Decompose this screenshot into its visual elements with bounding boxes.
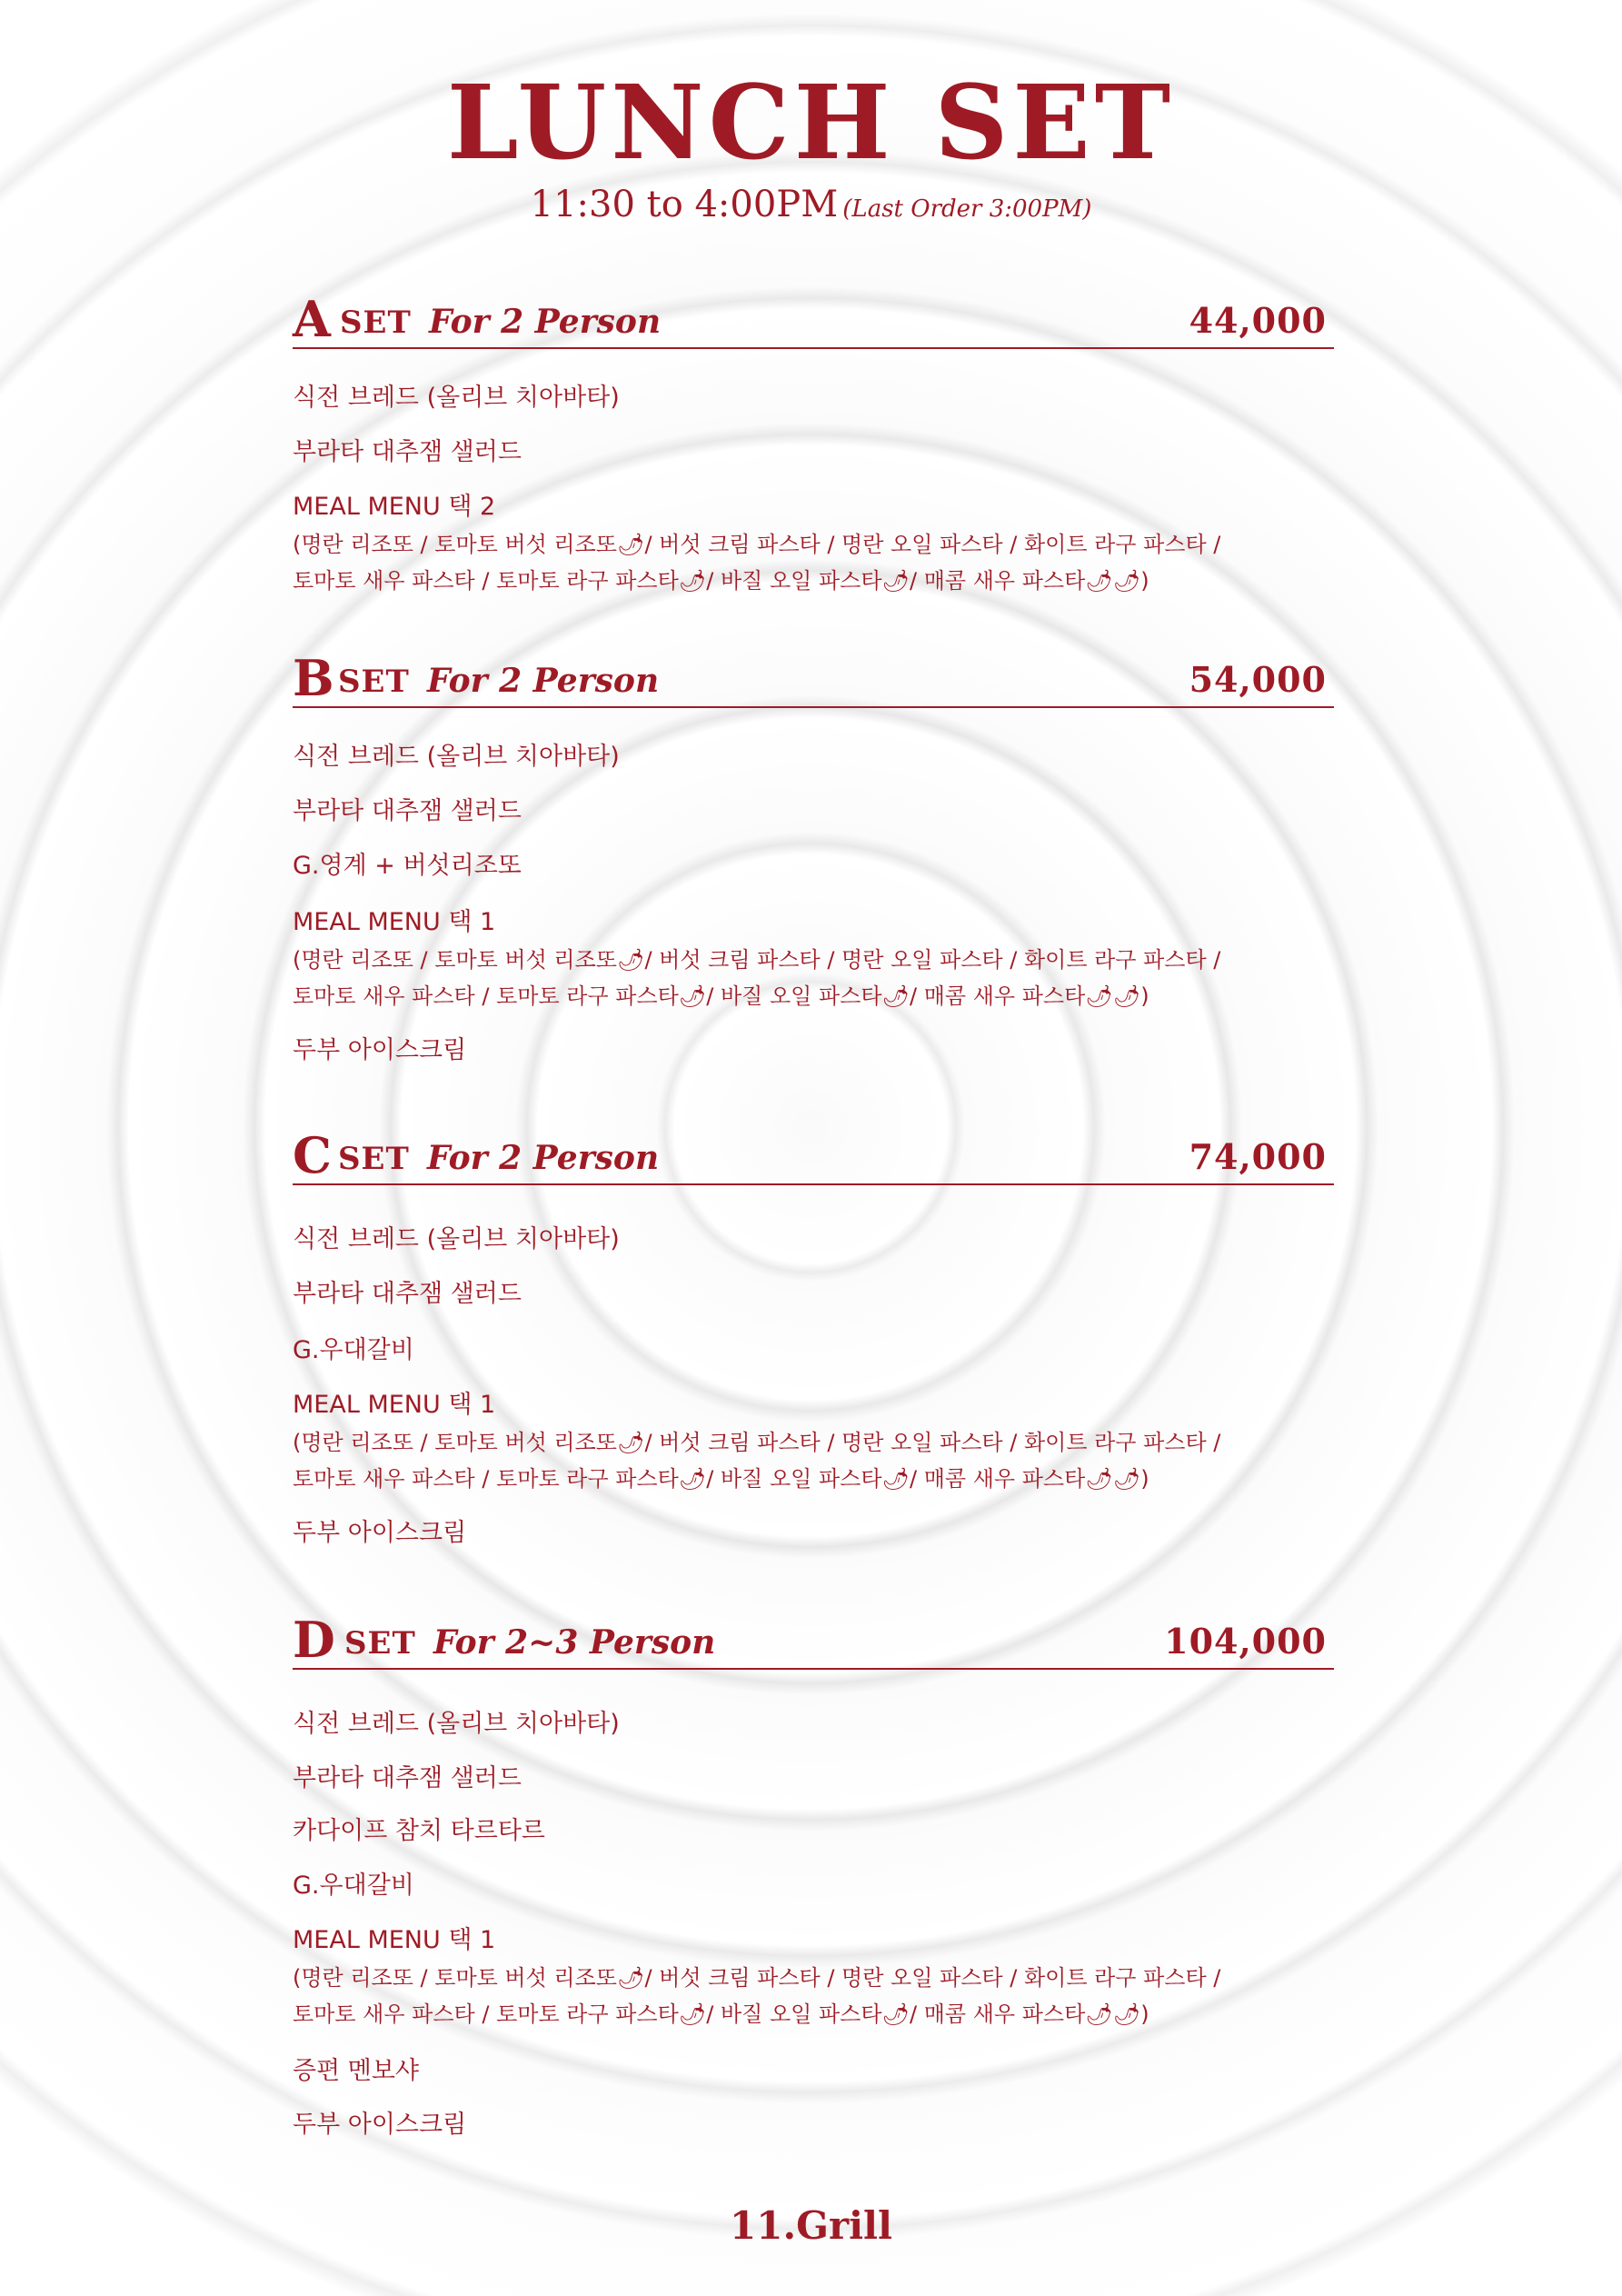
set-letter: A xyxy=(293,290,331,348)
meal-options-line: (명란 리조또 / 토마토 버섯 리조또🌶/ 버섯 크림 파스타 / 명란 오일 파스타 / 화이트 라구 파스타 / xyxy=(293,532,1221,557)
meal-options-line: (명란 리조또 / 토마토 버섯 리조또🌶/ 버섯 크림 파스타 / 명란 오일 파스타 / 화이트 라구 파스타 / xyxy=(293,1965,1221,1991)
menu-item-bread: 식전 브레드 (올리브 치아바타) xyxy=(293,384,620,412)
set-persons: For 2 Person xyxy=(429,303,662,341)
set-price: 74,000 xyxy=(1189,1136,1327,1177)
meal-menu-title: MEAL MENU 택 1 xyxy=(293,1926,496,1954)
meal-options-line: 토마토 새우 파스타 / 토마토 라구 파스타🌶/ 바질 오일 파스타🌶/ 매콤 새우 파스타🌶🌶) xyxy=(293,1466,1149,1492)
set-label: SET xyxy=(340,304,412,341)
set-header xyxy=(293,1612,1334,1670)
menu-item-dessert: 두부 아이스크림 xyxy=(293,1519,467,1547)
set-header xyxy=(293,291,1334,349)
page-title: LUNCH SET xyxy=(446,64,1176,183)
menu-item-tartare: 카다이프 참치 타르타르 xyxy=(293,1817,545,1845)
set-letter: C xyxy=(293,1126,332,1184)
set-header xyxy=(293,650,1334,708)
set-persons: For 2 Person xyxy=(427,1139,660,1177)
menu-item-main: G.우대갈비 xyxy=(293,1336,414,1364)
menu-item-bread: 식전 브레드 (올리브 치아바타) xyxy=(293,1710,620,1738)
set-letter: B xyxy=(293,649,334,707)
menu-item-main: G.우대갈비 xyxy=(293,1872,414,1900)
menu-item-bread: 식전 브레드 (올리브 치아바타) xyxy=(293,743,620,771)
set-price: 104,000 xyxy=(1164,1621,1327,1662)
set-a xyxy=(293,290,1334,594)
menu-item-dessert: 두부 아이스크림 xyxy=(293,2111,467,2139)
set-label: SET xyxy=(344,1625,416,1662)
hours-range: 11:30 to 4:00PM xyxy=(530,184,839,225)
meal-options-line: 토마토 새우 파스타 / 토마토 라구 파스타🌶/ 바질 오일 파스타🌶/ 매콤 새우 파스타🌶🌶) xyxy=(293,568,1149,594)
set-c xyxy=(293,1126,1334,1547)
meal-options-line: (명란 리조또 / 토마토 버섯 리조또🌶/ 버섯 크림 파스타 / 명란 오일 파스타 / 화이트 라구 파스타 / xyxy=(293,1430,1221,1455)
menu-item-side: 증편 멘보샤 xyxy=(293,2057,419,2085)
restaurant-logo-text: 11.Grill xyxy=(730,2203,892,2248)
opening-hours xyxy=(0,186,1622,223)
set-b xyxy=(293,649,1334,1064)
menu-item-salad: 부라타 대추잼 샐러드 xyxy=(293,1280,522,1308)
last-order-note: (Last Order 3:00PM) xyxy=(842,195,1092,223)
menu-item-salad: 부라타 대추잼 샐러드 xyxy=(293,438,522,466)
menu-item-salad: 부라타 대추잼 샐러드 xyxy=(293,797,522,825)
set-persons: For 2 Person xyxy=(427,662,660,700)
set-header xyxy=(293,1127,1334,1185)
set-letter: D xyxy=(293,1611,335,1669)
set-persons: For 2~3 Person xyxy=(433,1623,716,1662)
meal-menu-title: MEAL MENU 택 1 xyxy=(293,908,496,936)
meal-options-line: 토마토 새우 파스타 / 토마토 라구 파스타🌶/ 바질 오일 파스타🌶/ 매콤 새우 파스타🌶🌶) xyxy=(293,983,1149,1009)
meal-options-line: (명란 리조또 / 토마토 버섯 리조또🌶/ 버섯 크림 파스타 / 명란 오일 파스타 / 화이트 라구 파스타 / xyxy=(293,947,1221,973)
menu-item-main: G.영계 + 버섯리조또 xyxy=(293,852,522,880)
menu-item-dessert: 두부 아이스크림 xyxy=(293,1036,467,1064)
set-d xyxy=(293,1611,1334,2139)
set-price: 44,000 xyxy=(1189,300,1327,341)
set-price: 54,000 xyxy=(1189,659,1327,700)
menu-item-bread: 식전 브레드 (올리브 치아바타) xyxy=(293,1225,620,1253)
set-label: SET xyxy=(338,664,410,700)
set-label: SET xyxy=(338,1141,410,1177)
meal-menu-title: MEAL MENU 택 2 xyxy=(293,493,496,521)
menu-item-salad: 부라타 대추잼 샐러드 xyxy=(293,1764,522,1792)
meal-options-line: 토마토 새우 파스타 / 토마토 라구 파스타🌶/ 바질 오일 파스타🌶/ 매콤 새우 파스타🌶🌶) xyxy=(293,2002,1149,2027)
meal-menu-title: MEAL MENU 택 1 xyxy=(293,1391,496,1419)
